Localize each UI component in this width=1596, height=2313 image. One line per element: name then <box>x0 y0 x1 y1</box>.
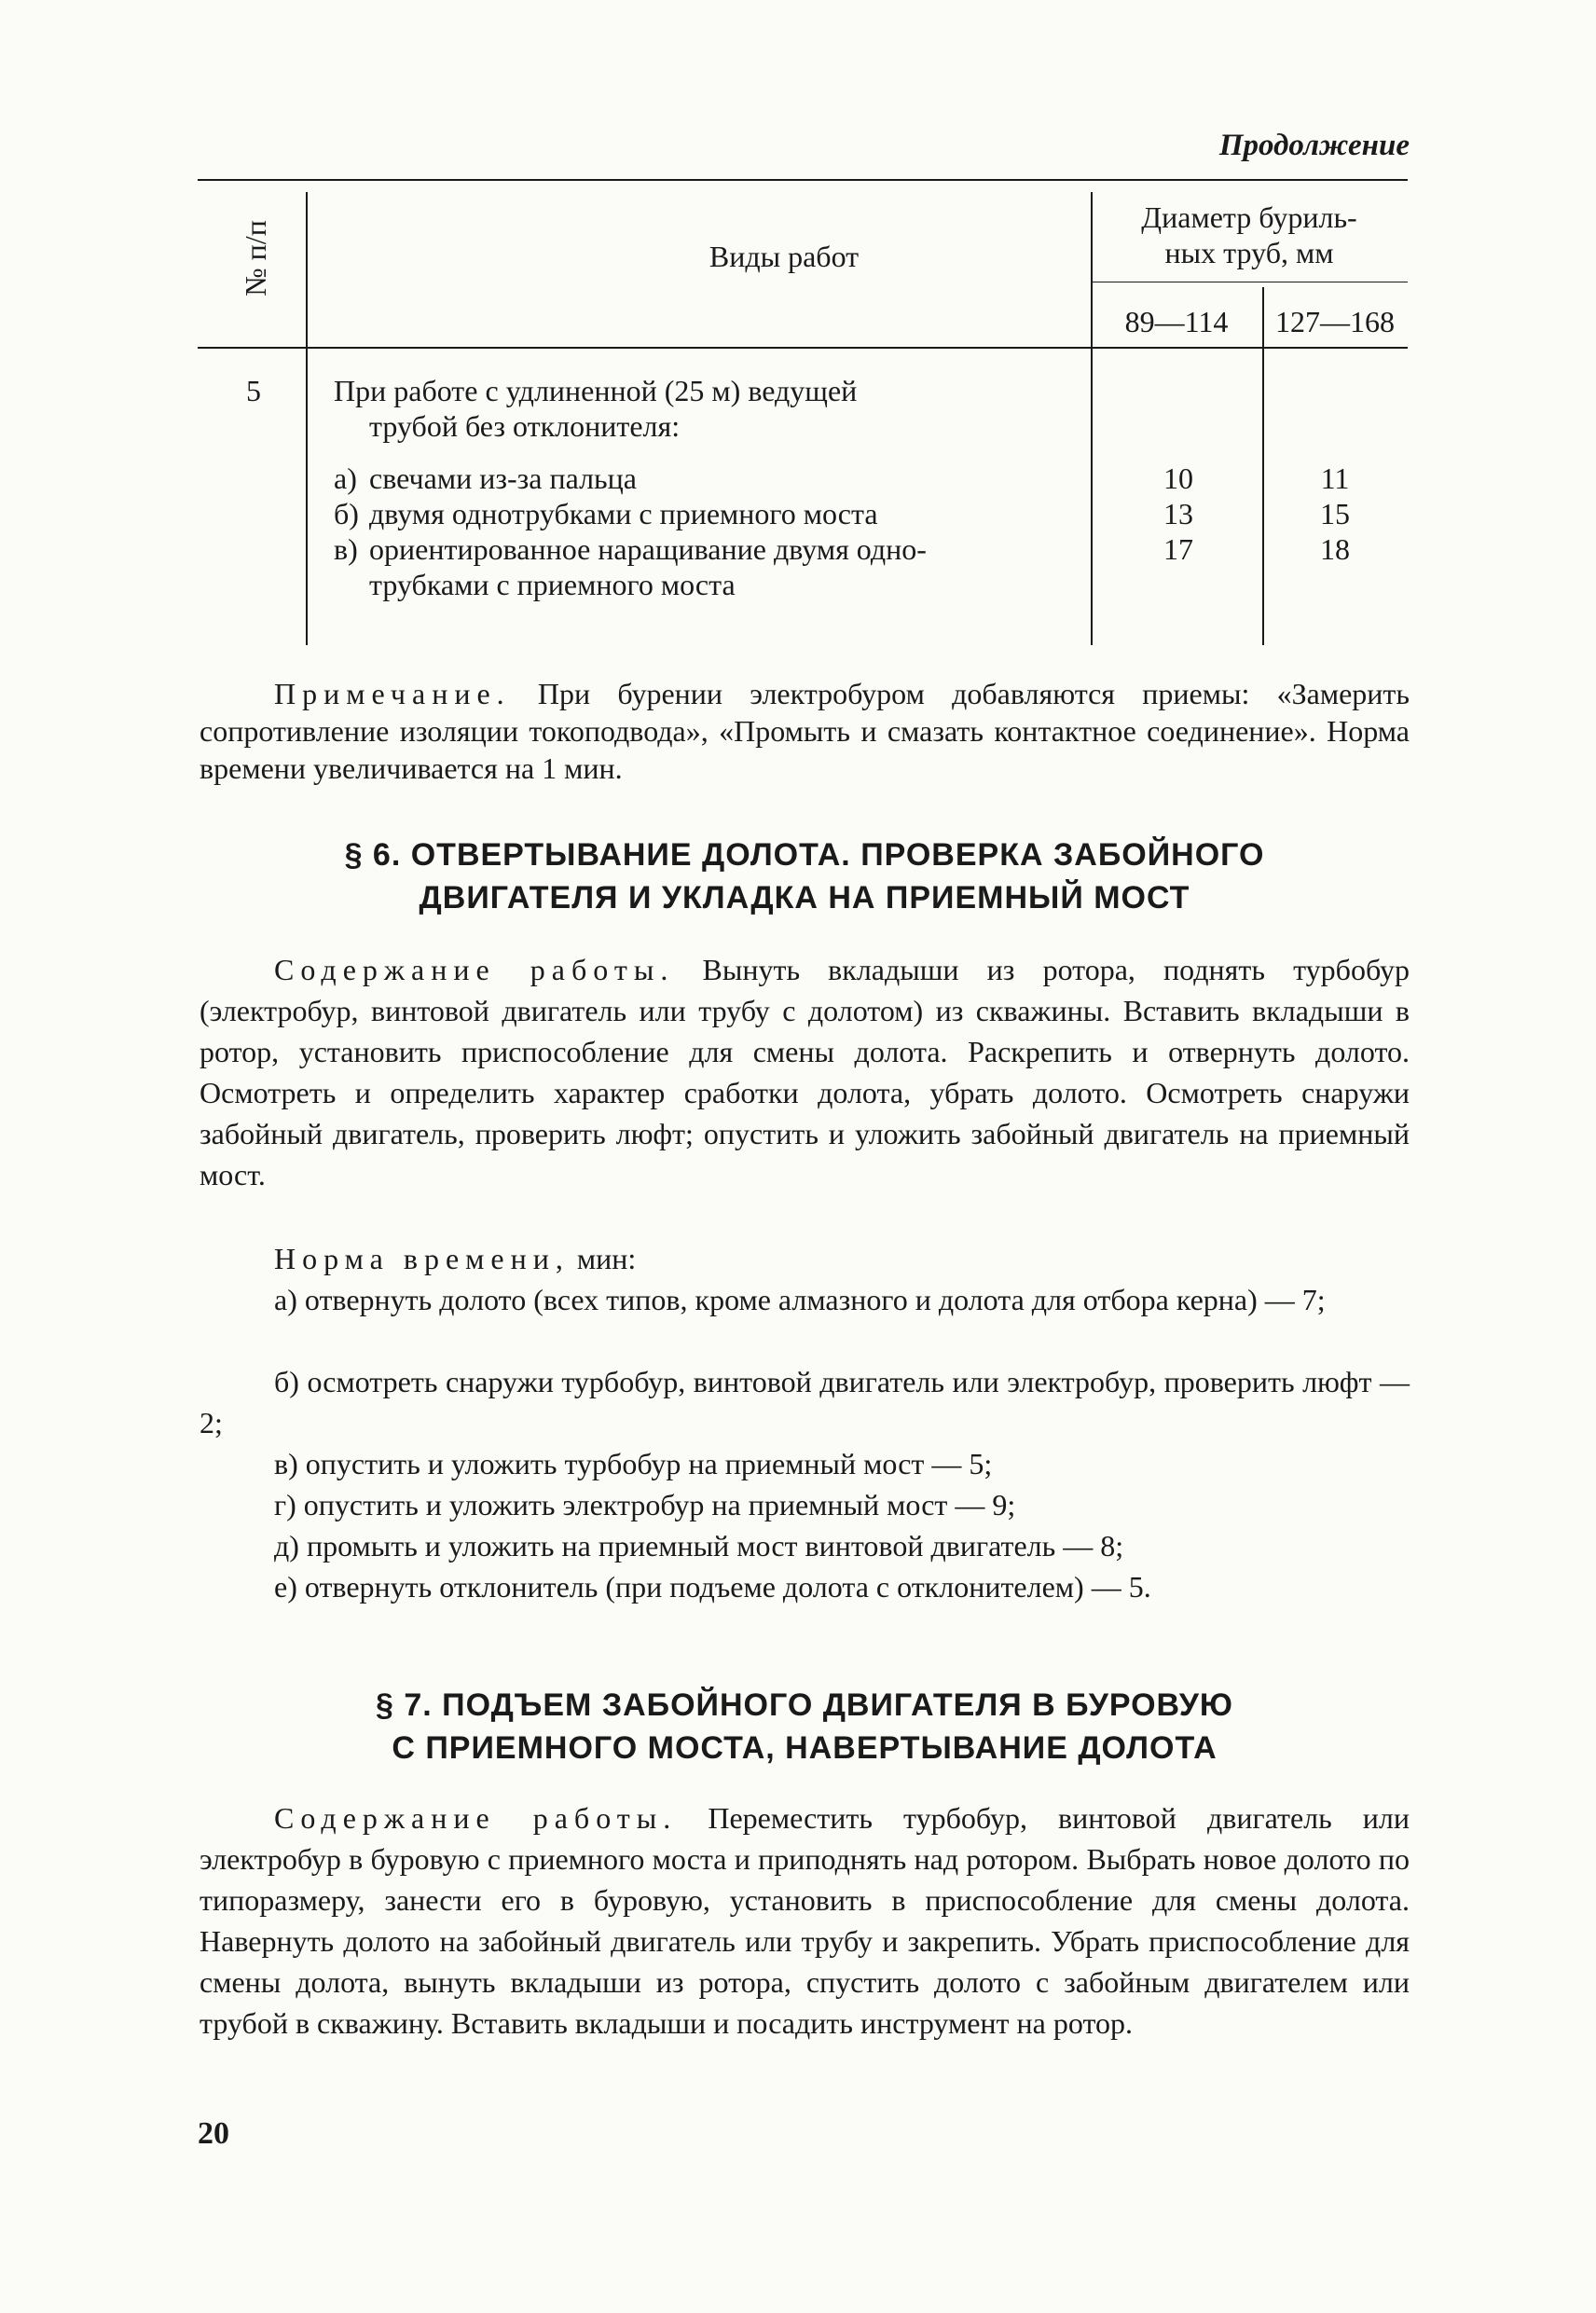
table-top-rule <box>198 179 1408 181</box>
col-num-header: № п/п <box>239 220 272 296</box>
norm-item: г) опустить и уложить электробур на приемный мост — 9; <box>274 1488 1016 1521</box>
values-89-114 <box>1093 461 1264 567</box>
content-label: Содержание работы. <box>274 1801 678 1835</box>
row-work-description <box>334 373 1089 602</box>
section6-content <box>200 949 1410 1195</box>
col-diam-header: Диаметр буриль- ных труб, мм <box>1141 200 1357 269</box>
norm-label: Норма времени, <box>274 1242 570 1275</box>
section7-heading: § 7. ПОДЪЕМ ЗАБОЙНОГО ДВИГАТЕЛЯ В БУРОВУЮ С ПРИЕМНОГО МОСТА, НАВЕРТЫВАНИЕ ДОЛОТА <box>375 1687 1233 1766</box>
section7-content <box>200 1797 1410 2044</box>
page-number: 20 <box>198 2116 229 2151</box>
norm-unit: мин: <box>569 1242 637 1275</box>
content-label: Содержание работы. <box>274 953 675 986</box>
section6-heading: § 6. ОТВЕРТЫВАНИЕ ДОЛОТА. ПРОВЕРКА ЗАБОЙНОГО ДВИГАТЕЛЯ И УКЛАДКА НА ПРИЕМНЫЙ МОСТ <box>344 837 1265 916</box>
continuation-label: Продолжение <box>1218 129 1410 162</box>
norm-item: в) опустить и уложить турбобур на приемный мост — 5; <box>274 1447 993 1480</box>
col-work-header: Виды работ <box>709 240 860 273</box>
content-text: Вынуть вкладыши из ротора, поднять турбобур (электробур, винтовой двигатель или трубу с долотом) из скважины. Вставить вкладыши в ротор, установить приспособление для смены долота. Раскрепить и отвернуть долото. Осмотреть и определить характер сработки долота, убрать долото. Осмотреть снаружи забойный двигатель, проверить люфт; опустить и уложить забойный двигатель на приемный мост. <box>200 953 1410 1191</box>
table-value: 10 <box>1163 461 1193 495</box>
table-value: 11 <box>1320 461 1350 495</box>
row-number: 5 <box>246 374 261 407</box>
norm-item: д) промыть и уложить на приемный мост винтовой двигатель — 8; <box>274 1529 1124 1563</box>
values-127-168 <box>1262 461 1408 567</box>
row-item-continuation: трубками с приемного моста <box>369 568 736 601</box>
table-value: 13 <box>1163 497 1193 530</box>
norm-item: е) отвернуть отклонитель (при подъеме долота с отклонителем) — 5. <box>274 1570 1151 1604</box>
table-header-rule <box>198 347 1408 349</box>
norm-item: а) отвернуть долото (всех типов, кроме алмазного и долота для отбора керна) — 7; <box>274 1283 1326 1316</box>
norm-item: б) осмотреть снаружи турбобур, винтовой двигатель или электробур, проверить люфт — 2; <box>200 1365 1410 1439</box>
content-text: Переместить турбобур, винтовой двигатель или электробур в буровую с приемного моста и приподнять над ротором. Выбрать новое долото по типоразмеру, занести его в буровую, установить в приспособление для смены долота. Навернуть долото на забойный двигатель или трубу и закрепить. Убрать приспособление для смены долота, вынуть вкладыши из ротора, спустить долото с забойным двигателем или трубой в скважину. Вставить вкладыши и посадить инструмент на ротор. <box>200 1801 1410 2040</box>
row-title-line1: При работе с удлиненной (25 м) ведущей <box>334 374 858 407</box>
table-note <box>200 675 1410 787</box>
col-diam-sub-89-114: 89—114 <box>1124 305 1229 338</box>
row-item: в) ориентированное наращивание двумя одно- <box>334 532 927 566</box>
table-value: 15 <box>1320 497 1350 530</box>
norms-table <box>198 179 1408 645</box>
col-diam-sub-127-168: 127—168 <box>1275 305 1395 338</box>
row-item: б) двумя однотрубками с приемного моста <box>334 497 878 530</box>
table-value: 18 <box>1320 532 1350 566</box>
row-item: а) свечами из-за пальца <box>334 461 637 495</box>
table-value: 17 <box>1163 532 1193 566</box>
note-text: При бурении электробуром добавляются приемы: «Замерить сопротивление изоляции токоподвода», «Промыть и смазать контактное соединение». Норма времени увеличивается на 1 мин. <box>200 677 1410 785</box>
norm-label-line <box>200 1238 1410 1279</box>
note-label: Примечание. <box>274 677 511 710</box>
row-title-line2: трубой без отклонителя: <box>369 409 681 443</box>
